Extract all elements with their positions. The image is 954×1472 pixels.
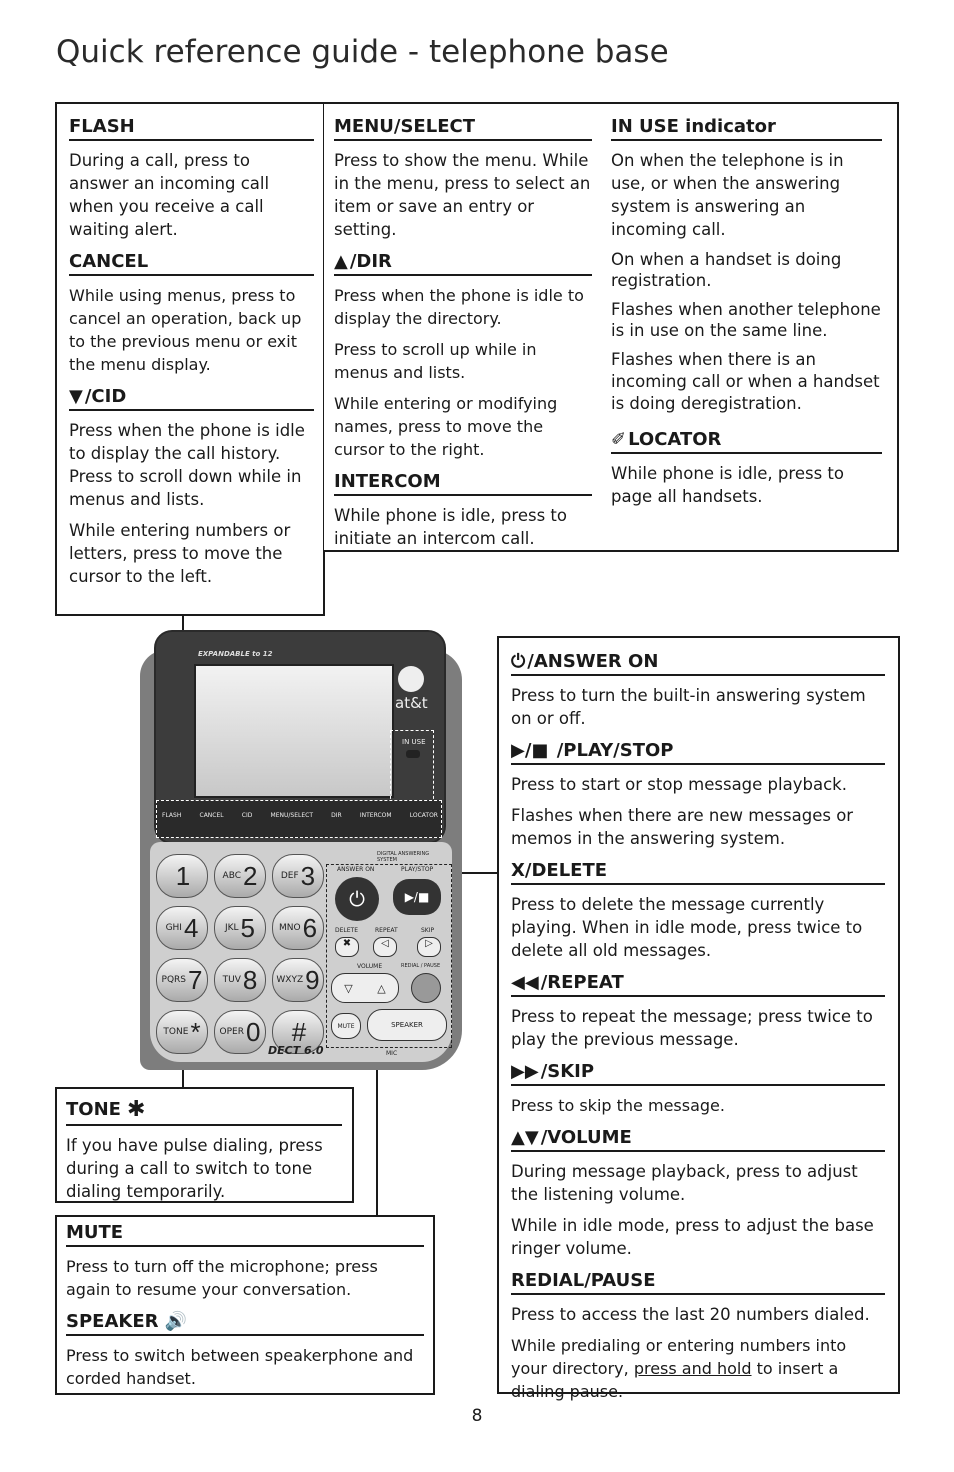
tone-heading: TONE ✱ [66, 1097, 342, 1126]
play-text-2: Flashes when there are new messages or memos in the answering system. [511, 806, 854, 848]
redial-text-2: While predialing or entering numbers into your directory, press and hold to insert a dialing pause. [511, 1336, 847, 1401]
keypad-key-letters: ABC [222, 871, 241, 881]
function-strip [156, 800, 442, 838]
keypad-key-letters: DEF [280, 871, 299, 881]
keypad-key[interactable] [214, 854, 266, 898]
repeat-text: Press to repeat the message; press twice to play the previous message. [511, 1007, 873, 1049]
keypad-key-number: * [190, 1016, 201, 1047]
flash-text: During a call, press to answer an incoming call when you receive a call waiting alert. [69, 151, 270, 239]
connector-line [376, 1058, 378, 1215]
answer-heading: ⏻ /ANSWER ON [511, 651, 885, 676]
mute-text: Press to turn off the microphone; press again to resume your conversation. [66, 1257, 378, 1299]
menu-heading: MENU/SELECT [334, 116, 592, 141]
col-flash [69, 116, 314, 588]
keypad [156, 854, 324, 1054]
volume-heading: ▲▼ /VOLUME [511, 1127, 885, 1152]
answer-text: Press to turn the built-in answering system on or off. [511, 686, 866, 728]
dect-label: DECT 6.0 [268, 1044, 324, 1057]
cancel-heading: CANCEL [69, 251, 314, 276]
keypad-key-letters: PQRS [161, 975, 186, 985]
keypad-key[interactable] [156, 1010, 208, 1054]
strip-menu-label: MENU/SELECT [270, 812, 313, 819]
intercom-text: While phone is idle, press to initiate an intercom call. [334, 506, 567, 548]
inuse-heading: IN USE indicator [611, 116, 882, 141]
keypad-key-number: # [291, 1016, 307, 1047]
volume-down-icon: ▽ [344, 981, 353, 995]
skip-text: Press to skip the message. [511, 1096, 725, 1115]
strip-cancel-label: CANCEL [199, 812, 224, 819]
speaker-icon: 🔊 [164, 1311, 187, 1332]
speaker-heading: SPEAKER 🔊 [66, 1311, 424, 1336]
mute-button[interactable]: MUTE [331, 1013, 361, 1039]
expandable-label: EXPANDABLE to 12 [198, 650, 273, 658]
inuse-text-1: On when the telephone is in use, or when the answering system is answering an incoming call. [611, 151, 844, 239]
keypad-key[interactable] [272, 854, 324, 898]
play-text-1: Press to start or stop message playback. [511, 775, 847, 794]
repeat-button[interactable]: ◁ [373, 937, 397, 957]
mute-heading: MUTE [66, 1222, 424, 1247]
col-menu [334, 116, 592, 550]
up-down-arrow-icon: ▲▼ [511, 1127, 539, 1148]
keypad-key-number: 7 [188, 964, 203, 995]
answer-on-label: ANSWER ON [337, 866, 375, 873]
redial-button[interactable] [411, 973, 441, 1003]
redial-heading: REDIAL/PAUSE [511, 1270, 885, 1295]
inuse-text-4: Flashes when there is an incoming call or when a handset is doing deregistration. [611, 350, 880, 413]
cancel-text: While using menus, press to cancel an operation, back up to the previous menu or exit the menu display. [69, 286, 302, 374]
locator-icon: ✐ [611, 429, 627, 450]
keypad-key-number: 1 [175, 860, 191, 891]
keypad-key-number: 6 [302, 912, 318, 943]
telephone-base-illustration [140, 630, 462, 1070]
volume-label: VOLUME [357, 963, 383, 970]
keypad-key-letters: TONE [163, 1027, 189, 1037]
brand-label: at&t [395, 694, 428, 712]
keypad-key-number: 5 [240, 912, 256, 943]
down-arrow-icon: ▼ [69, 386, 83, 407]
redial-text-1: Press to access the last 20 numbers dialed. [511, 1305, 870, 1324]
power-icon: ⏻ [511, 651, 526, 672]
page-title: Quick reference guide - telephone base [56, 34, 669, 70]
strip-flash-label: FLASH [162, 812, 182, 819]
play-stop-label: PLAY/STOP [401, 866, 434, 873]
dir-text-1: Press when the phone is idle to display the directory. [334, 286, 584, 328]
speaker-text: Press to switch between speakerphone and corded handset. [66, 1346, 414, 1388]
redial-label: REDIAL / PAUSE [401, 963, 441, 969]
play-heading: ▶/■ /PLAY/STOP [511, 740, 885, 765]
power-icon: ⏻ [349, 887, 365, 911]
answering-controls [326, 851, 452, 1048]
strip-dir-label: DIR [331, 812, 342, 819]
dir-heading: ▲ /DIR [334, 251, 592, 276]
keypad-key-letters: WXYZ [276, 975, 304, 985]
delete-heading: X/DELETE [511, 860, 885, 885]
volume-text-1: During message playback, press to adjust the listening volume. [511, 1162, 858, 1204]
keypad-key-number: 4 [183, 912, 199, 943]
keypad-key-number: 9 [305, 964, 320, 995]
keypad-key[interactable] [156, 906, 208, 950]
lcd-screen [194, 664, 394, 798]
repeat-heading: ◀◀ /REPEAT [511, 972, 885, 997]
page-number: 8 [471, 1406, 483, 1426]
da-label: DIGITAL ANSWERING SYSTEM [377, 851, 430, 863]
keypad-key-number: 8 [242, 964, 258, 995]
inuse-text-2: On when a handset is doing registration. [611, 250, 842, 290]
repeat-label: REPEAT [375, 927, 398, 934]
volume-text-2: While in idle mode, press to adjust the base ringer volume. [511, 1216, 874, 1258]
intercom-heading: INTERCOM [334, 471, 592, 496]
skip-icon: ▶▶ [511, 1061, 539, 1082]
skip-heading: ▶▶ /SKIP [511, 1061, 885, 1086]
strip-labels [162, 812, 438, 819]
keypad-key[interactable] [156, 958, 208, 1002]
keypad-key[interactable] [272, 906, 324, 950]
cid-text-1b: Press to scroll down while in menus and lists. [69, 467, 302, 509]
delete-text: Press to delete the message currently playing. When in idle mode, press twice to delete all old messages. [511, 895, 863, 960]
inuse-text-3: Flashes when another telephone is in use on the same line. [611, 300, 881, 340]
strip-intercom-label: INTERCOM [359, 812, 392, 819]
speaker-button[interactable]: SPEAKER [367, 1009, 447, 1041]
keypad-key-number: 2 [243, 860, 258, 891]
delete-label: DELETE [335, 927, 359, 934]
flash-heading: FLASH [69, 116, 314, 141]
keypad-key[interactable] [156, 854, 208, 898]
keypad-key-number: 0 [245, 1016, 261, 1047]
dir-text-2: Press to scroll up while in menus and lists. [334, 340, 537, 382]
asterisk-icon: ✱ [126, 1097, 146, 1122]
keypad-key-letters: GHI [165, 923, 182, 933]
keypad-key[interactable] [214, 906, 266, 950]
delete-button[interactable]: ✖ [335, 937, 359, 957]
locator-heading: ✐ LOCATOR [611, 429, 882, 454]
tone-text: If you have pulse dialing, press during a call to switch to tone dialing temporarily. [66, 1136, 323, 1201]
mic-label: MIC [386, 1050, 398, 1057]
cid-text-1: Press when the phone is idle to display the call history. [69, 421, 305, 463]
skip-label: SKIP [421, 927, 435, 934]
rewind-icon: ◀◀ [511, 972, 539, 993]
keypad-key-letters: OPER [219, 1027, 244, 1037]
keypad-key-letters: TUV [222, 975, 241, 985]
connector-line [458, 872, 497, 874]
skip-button[interactable]: ▷ [417, 937, 441, 957]
col-tone [66, 1097, 342, 1203]
play-stop-icon: ▶/■ [511, 740, 555, 761]
volume-button[interactable] [331, 973, 399, 1003]
strip-cid-label: CID [241, 812, 253, 819]
cid-text-2: While entering numbers or letters, press to move the cursor to the left. [69, 521, 291, 586]
col-mute [66, 1222, 424, 1390]
keypad-key-number: 3 [300, 860, 316, 891]
volume-up-icon: △ [377, 981, 386, 995]
in-use-label: IN USE [402, 738, 426, 746]
menu-text: Press to show the menu. While in the menu, press to select an item or save an entry or setting. [334, 151, 591, 239]
up-arrow-icon: ▲ [334, 251, 348, 272]
col-answer [511, 651, 885, 1403]
keypad-key[interactable] [272, 958, 324, 1002]
play-stop-icon: ▶/■ [404, 890, 430, 904]
att-logo [398, 666, 424, 692]
dir-text-3: While entering or modifying names, press to move the cursor to the right. [334, 394, 558, 459]
keypad-key-letters: JKL [224, 923, 239, 933]
cid-heading: ▼ /CID [69, 386, 314, 411]
keypad-key-letters: MNO [278, 923, 301, 933]
answer-on-button[interactable] [335, 877, 379, 921]
strip-locator-label: LOCATOR [409, 812, 438, 819]
keypad-key[interactable] [214, 958, 266, 1002]
keypad-key[interactable] [214, 1010, 266, 1054]
play-stop-button[interactable] [393, 879, 441, 915]
col-inuse [611, 116, 882, 508]
locator-text: While phone is idle, press to page all handsets. [611, 464, 844, 506]
